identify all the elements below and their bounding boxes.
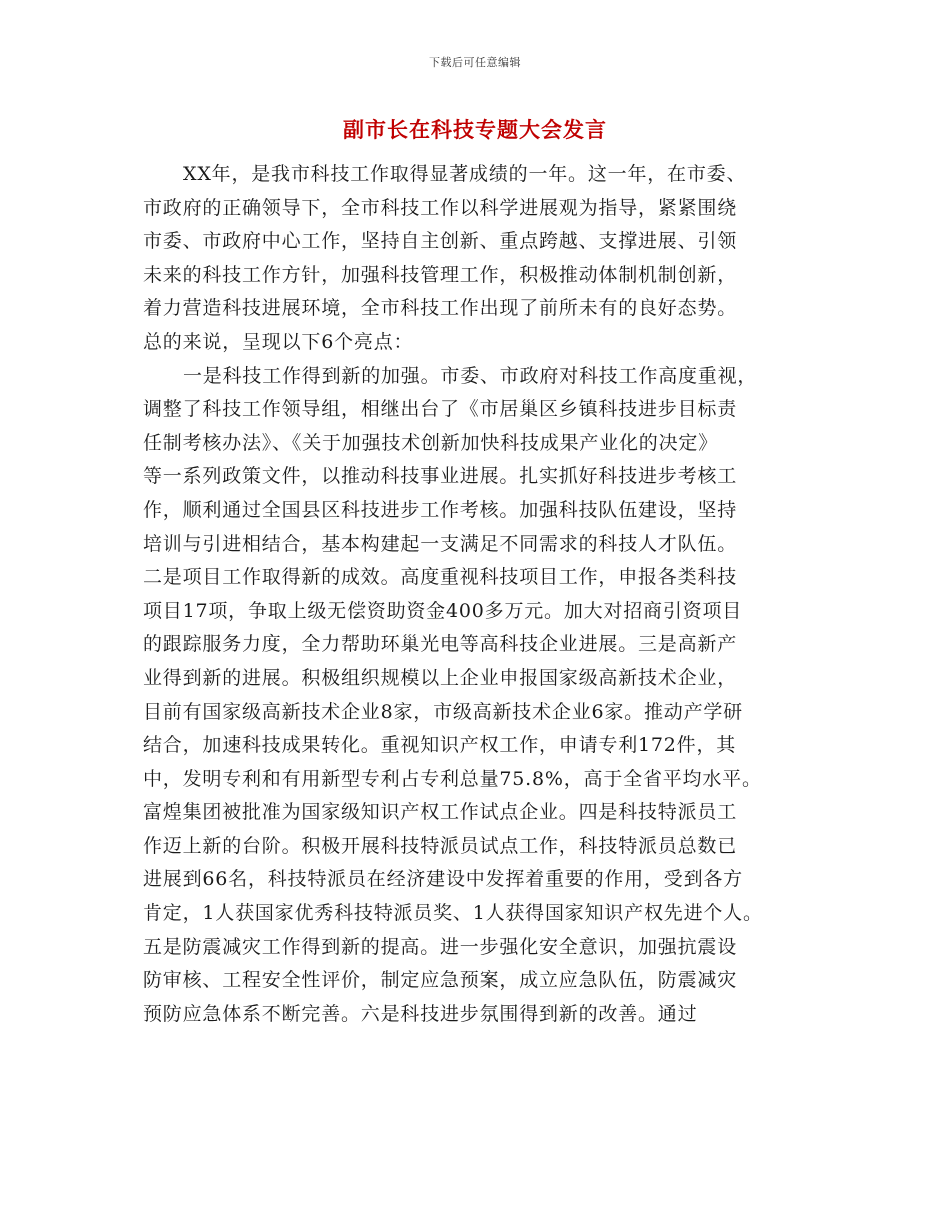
paragraph-line: 结合，加速科技成果转化。重视知识产权工作，申请专利172件，其 <box>143 734 737 757</box>
paragraph-line: 五是防震减灾工作得到新的提高。进一步强化安全意识，加强抗震设 <box>143 935 738 958</box>
paragraph-line: 肯定，1人获国家优秀科技特派员奖、1人获得国家知识产权先进个人。 <box>143 902 763 925</box>
paragraph-line: 任制考核办法》、《关于加强技术创新加快科技成果产业化的决定》 <box>143 431 719 454</box>
paragraph-line: 调整了科技工作领导组，相继出台了《市居巢区乡镇科技进步目标责 <box>143 398 738 421</box>
paragraph-line: 的跟踪服务力度，全力帮助环巢光电等高科技企业进展。三是高新产 <box>143 633 738 656</box>
paragraph-line: 作，顺利通过全国县区科技进步工作考核。加强科技队伍建设，坚持 <box>143 498 738 521</box>
paragraph-line: 一是科技工作得到新的加强。市委、市政府对科技工作高度重视， <box>183 364 758 387</box>
paragraph-line: 中，发明专利和有用新型专利占专利总量75.8%，高于全省平均水平。 <box>143 767 762 790</box>
paragraph-line: 着力营造科技进展环境，全市科技工作出现了前所未有的良好态势。 <box>143 297 738 320</box>
paragraph-line: 等一系列政策文件，以推动科技事业进展。扎实抓好科技进步考核工 <box>143 465 738 488</box>
paragraph-line: 防审核、工程安全性评价，制定应急预案，成立应急队伍，防震减灾 <box>143 969 738 992</box>
paragraph-line: 进展到66名，科技特派员在经济建设中发挥着重要的作用，受到各方 <box>143 868 743 891</box>
paragraph-line: 市政府的正确领导下，全市科技工作以科学进展观为指导，紧紧围绕 <box>143 196 738 219</box>
paragraph-line: 未来的科技工作方针，加强科技管理工作，积极推动体制机制创新， <box>143 263 738 286</box>
paragraph-line: 二是项目工作取得新的成效。高度重视科技项目工作，申报各类科技 <box>143 566 738 589</box>
paragraph-line: 目前有国家级高新技术企业8家，市级高新技术企业6家。推动产学研 <box>143 700 743 723</box>
header-note: 下载后可任意编辑 <box>429 56 521 69</box>
paragraph-line: 预防应急体系不断完善。六是科技进步氛围得到新的改善。通过 <box>143 1002 698 1025</box>
document-body <box>143 158 808 1031</box>
paragraph-line: 富煌集团被批准为国家级知识产权工作试点企业。四是科技特派员工 <box>143 801 738 824</box>
paragraph-line: 业得到新的进展。积极组织规模以上企业申报国家级高新技术企业， <box>143 666 738 689</box>
paragraph-line: XX年，是我市科技工作取得显著成绩的一年。这一年，在市委、 <box>183 163 747 185</box>
paragraph-line: 项目17项，争取上级无偿资助资金400多万元。加大对招商引资项目 <box>143 599 743 622</box>
paragraph-line: 培训与引进相结合，基本构建起一支满足不同需求的科技人才队伍。 <box>143 532 738 555</box>
paragraph-line: 总的来说，呈现以下6个亮点： <box>143 330 414 353</box>
paragraph-line: 作迈上新的台阶。积极开展科技特派员试点工作，科技特派员总数已 <box>143 834 738 857</box>
document-title: 副市长在科技专题大会发言 <box>343 117 607 142</box>
paragraph-line: 市委、市政府中心工作，坚持自主创新、重点跨越、支撑进展、引领 <box>143 230 738 253</box>
